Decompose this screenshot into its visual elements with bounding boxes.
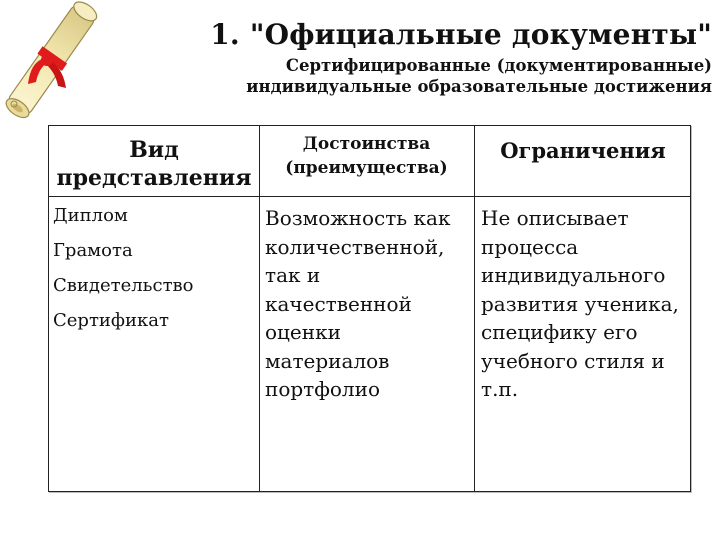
limitations-cell: Не описывает процесса индивидуального развития ученика, специфику его учебного стиля и т.п. (481, 206, 679, 401)
advantages-cell: Возможность как количественной, так и качественной оценки материалов портфолио (265, 206, 451, 401)
document-type-list (53, 204, 194, 344)
header-advantages: Достоинства (преимущества) (285, 134, 448, 178)
list-item: Сертификат (53, 310, 169, 331)
header-presentation-type: Вид представления (56, 137, 252, 191)
header-divider (49, 196, 690, 197)
list-item: Диплом (53, 205, 128, 226)
column-divider (259, 126, 260, 491)
list-item: Грамота (53, 240, 133, 261)
header-limitations: Ограничения (500, 138, 666, 163)
diploma-scroll-icon (0, 0, 110, 120)
list-item: Свидетельство (53, 275, 194, 296)
slide-subtitle: Сертифицированные (документированные) индивидуальные образовательные достижения (246, 56, 712, 96)
comparison-table (48, 125, 691, 492)
slide-title: 1. "Официальные документы" (210, 18, 712, 51)
column-divider (474, 126, 475, 491)
